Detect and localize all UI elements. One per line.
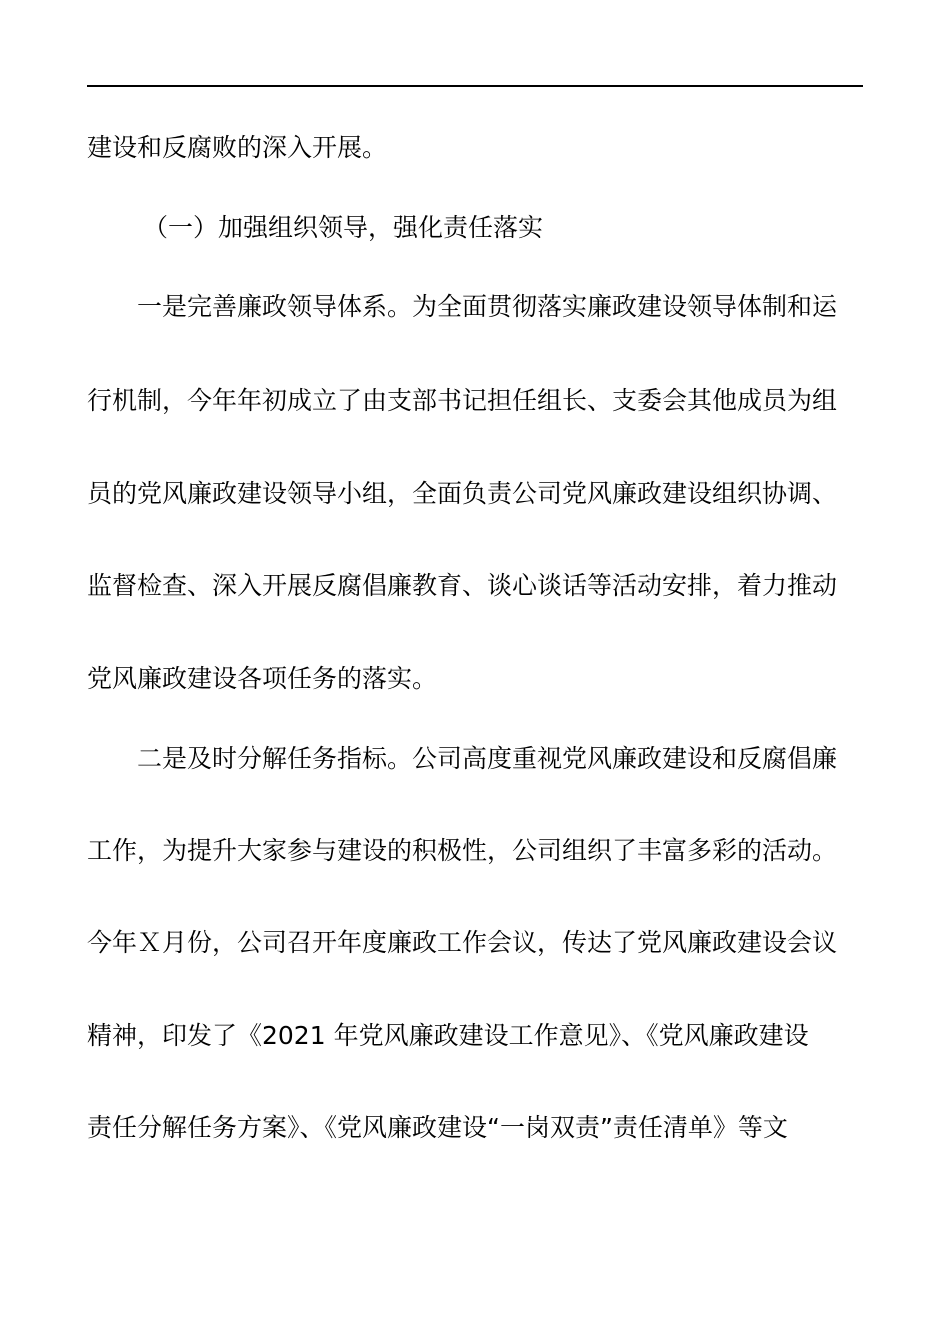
paragraph-1-line-4: 监督检查、深入开展反腐倡廉教育、谈心谈话等活动安排，着力推动 bbox=[87, 571, 838, 600]
paragraph-1-line-3: 员的党风廉政建设领导小组，全面负责公司党风廉政建设组织协调、 bbox=[87, 479, 838, 508]
paragraph-2-line-4: 精神，印发了《2021 年党风廉政建设工作意见》、《党风廉政建设 bbox=[87, 1021, 809, 1050]
section-heading: （一）加强组织领导，强化责任落实 bbox=[143, 213, 544, 242]
paragraph-2-line-5: 责任分解任务方案》、《党风廉政建设“一岗双责”责任清单》等文 bbox=[87, 1113, 788, 1142]
paragraph-1-line-5: 党风廉政建设各项任务的落实。 bbox=[87, 664, 438, 693]
paragraph-continuation-line: 建设和反腐败的深入开展。 bbox=[87, 133, 388, 162]
paragraph-2-line-1: 二是及时分解任务指标。公司高度重视党风廉政建设和反腐倡廉 bbox=[137, 744, 838, 773]
paragraph-1-line-2: 行机制，今年年初成立了由支部书记担任组长、支委会其他成员为组 bbox=[87, 386, 838, 415]
header-divider bbox=[87, 85, 863, 87]
paragraph-1-line-1: 一是完善廉政领导体系。为全面贯彻落实廉政建设领导体制和运 bbox=[137, 292, 838, 321]
paragraph-2-line-2: 工作，为提升大家参与建设的积极性，公司组织了丰富多彩的活动。 bbox=[87, 836, 838, 865]
paragraph-2-line-3: 今年Ｘ月份，公司召开年度廉政工作会议，传达了党风廉政建设会议 bbox=[87, 928, 838, 957]
